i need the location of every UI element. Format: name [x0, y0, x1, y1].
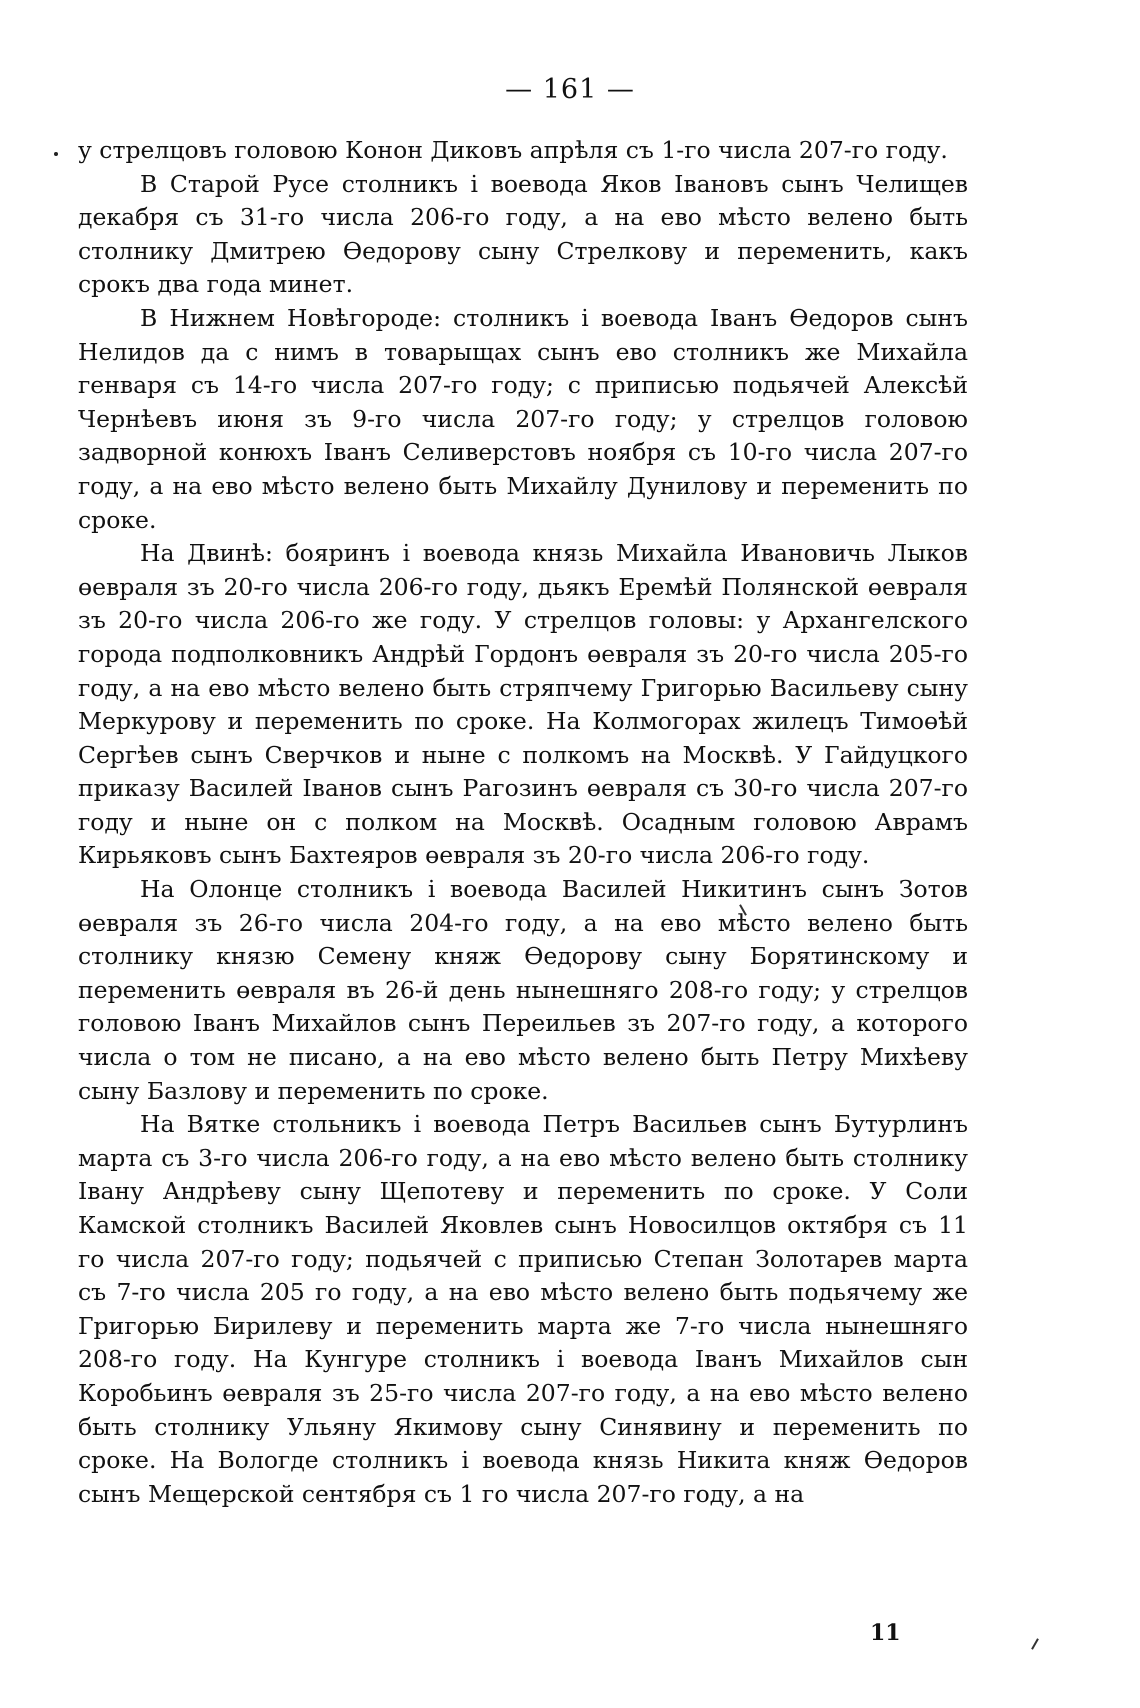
signature-mark: 11 [870, 1620, 901, 1646]
print-speck [54, 152, 58, 156]
paragraph-olonets: На Олонце столникъ і воевода Василей Никитинъ сынъ Зотов өевраля зъ 26-го числа 204-го году, а на ево мѣсто велено быть столнику князю Семену княж Өедорову сыну Борятинскому и переменить өевраля въ 26-й день нынешняго 208-го году; у стрелцов головою Іванъ Михайлов сынъ Переильев зъ 207-го году, а которого числа о том не писано, а на ево мѣсто велено быть Петру Михѣеву сыну Базлову и переменить по сроке. [78, 875, 968, 1105]
paragraph-continuation: у стрелцовъ головою Конон Диковъ апрѣля съ 1-го числа 207-го году. [78, 136, 948, 164]
paragraph-vyatka: На Вятке стольникъ і воевода Петръ Васильев сынъ Бутурлинъ марта съ 3-го числа 206-го году, а на ево мѣсто велено быть столнику Івану Андрѣеву сыну Щепотеву и переменить по сроке. У Соли Камской столникъ Василей Яковлев сынъ Новосилцов октября съ 11 го числа 207-го году; подьячей с приписью Степан Золотарев марта съ 7-го числа 205 го году, а на ево мѣсто велено быть подьячему же Григорью Бирилеву и переменить марта же 7-го числа нынешняго 208-го году. На Кунгуре столникъ і воевода Іванъ Михайлов сын Коробьинъ өевраля зъ 25-го числа 207-го году, а на ево мѣсто велено быть столнику Ульяну Якимову сыну Синявину и переменить по сроке. На Вологде столникъ і воевода князь Никита княж Өедоров сынъ Мещерской сентября съ 1 го числа 207-го году, а на [78, 1110, 968, 1508]
paragraph-staraya-rusa: В Старой Русе столникъ і воевода Яков Івановъ сынъ Челищев декабря съ 31-го числа 206-го году, а на ево мѣсто велено быть столнику Дмитрею Өедорову сыну Стрелкову и переменить, какъ срокъ два года минет. [78, 169, 968, 299]
paragraph-nizhny-novgorod: В Нижнем Новѣгороде: столникъ і воевода Іванъ Өедоров сынъ Нелидов да с нимъ в товарыщах сынъ ево столникъ же Михайла генваря съ 14-го числа 207-го году; с приписью подьячей Алексѣй Чернѣевъ июня зъ 9-го числа 207-го году; у стрелцов головою задворной конюхъ Іванъ Селиверстовъ ноября съ 10-го числа 207-го году, а на ево мѣсто велено быть Михайлу Дунилову и переменить по сроке. [78, 303, 968, 534]
body-text [78, 134, 968, 1511]
page-number: — 161 — [505, 74, 635, 105]
print-mark [1031, 1638, 1039, 1649]
paragraph-dvina: На Двинѣ: бояринъ і воевода князь Михайла Ивановичь Лыков өевраля зъ 20-го числа 206-го году, дьякъ Еремѣй Полянской өевраля зъ 20-го числа 206-го же году. У стрелцов головы: у Архангелского города подполковникъ Андрѣй Гордонъ өевраля зъ 20-го числа 205-го году, а на ево мѣсто велено быть стряпчему Григорью Васильеву сыну Меркурову и переменить по сроке. На Колмогорах жилецъ Тимоөѣй Сергѣев сынъ Сверчков и ныне с полкомъ на Москвѣ. У Гайдуцкого приказу Василей Іванов сынъ Рагозинъ өевраля съ 30-го числа 207-го году и ныне он с полком на Москвѣ. Осадным головою Аврамъ Кирьяковъ сынъ Бахтеяров өевраля зъ 20-го числа 206-го году. [78, 539, 968, 870]
